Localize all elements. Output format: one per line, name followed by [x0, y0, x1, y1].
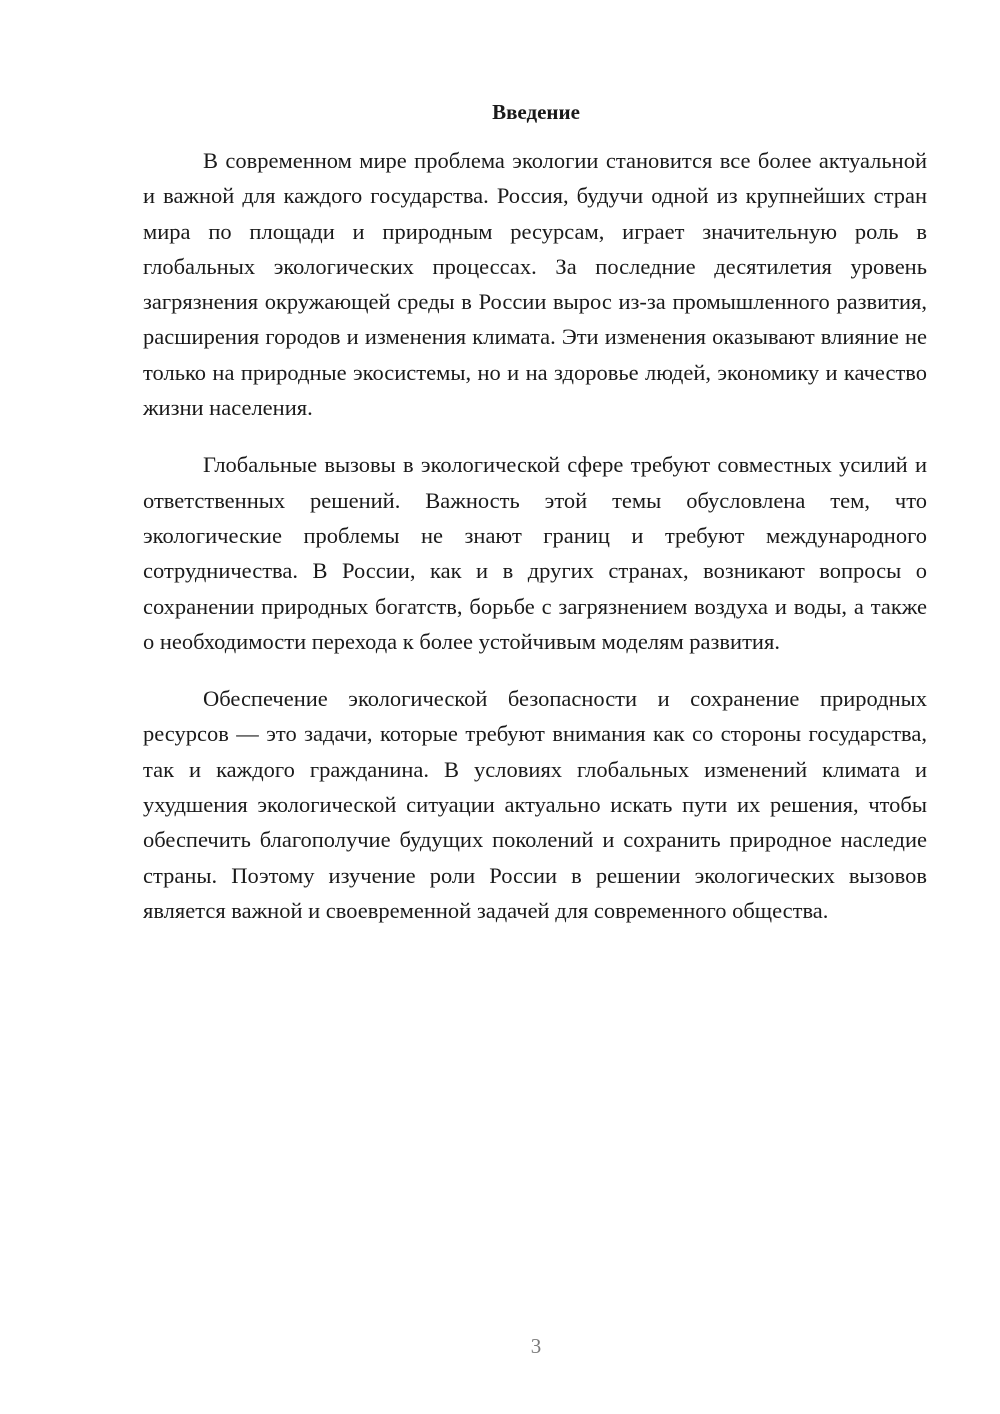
paragraph-3: Обеспечение экологической безопасности и сохранение природных ресурсов — это задачи, которые требуют внимания как со стороны государства, так и каждого гражданина. В условиях глобальных изменений климата и ухудшения экологической ситуации актуально искать пути их решения, чтобы обеспечить благополучие будущих поколений и сохранить природное наследие страны. Поэтому изучение роли России в решении экологических вызовов является важной и своевременной задачей для современного общества.: [143, 686, 927, 923]
page-title: Введение: [492, 100, 580, 124]
paragraph-2: Глобальные вызовы в экологической сфере требуют совместных усилий и ответственных решений. Важность этой темы обусловлена тем, что экологические проблемы не знают границ и требуют международного сотрудничества. В России, как и в других странах, возникают вопросы о сохранении природных богатств, борьбе с загрязнением воздуха и воды, а также о необходимости перехода к более устойчивым моделям развития.: [143, 452, 927, 654]
body-text: [143, 143, 927, 950]
paragraph-1: В современном мире проблема экологии становится все более актуальной и важной для каждого государства. Россия, будучи одной из крупнейших стран мира по площади и природным ресурсам, играет значительную роль в глобальных экологических процессах. За последние десятилетия уровень загрязнения окружающей среды в России вырос из-за промышленного развития, расширения городов и изменения климата. Эти изменения оказывают влияние не только на природные экосистемы, но и на здоровье людей, экономику и качество жизни населения.: [143, 148, 927, 421]
page-number: 3: [530, 1334, 542, 1358]
